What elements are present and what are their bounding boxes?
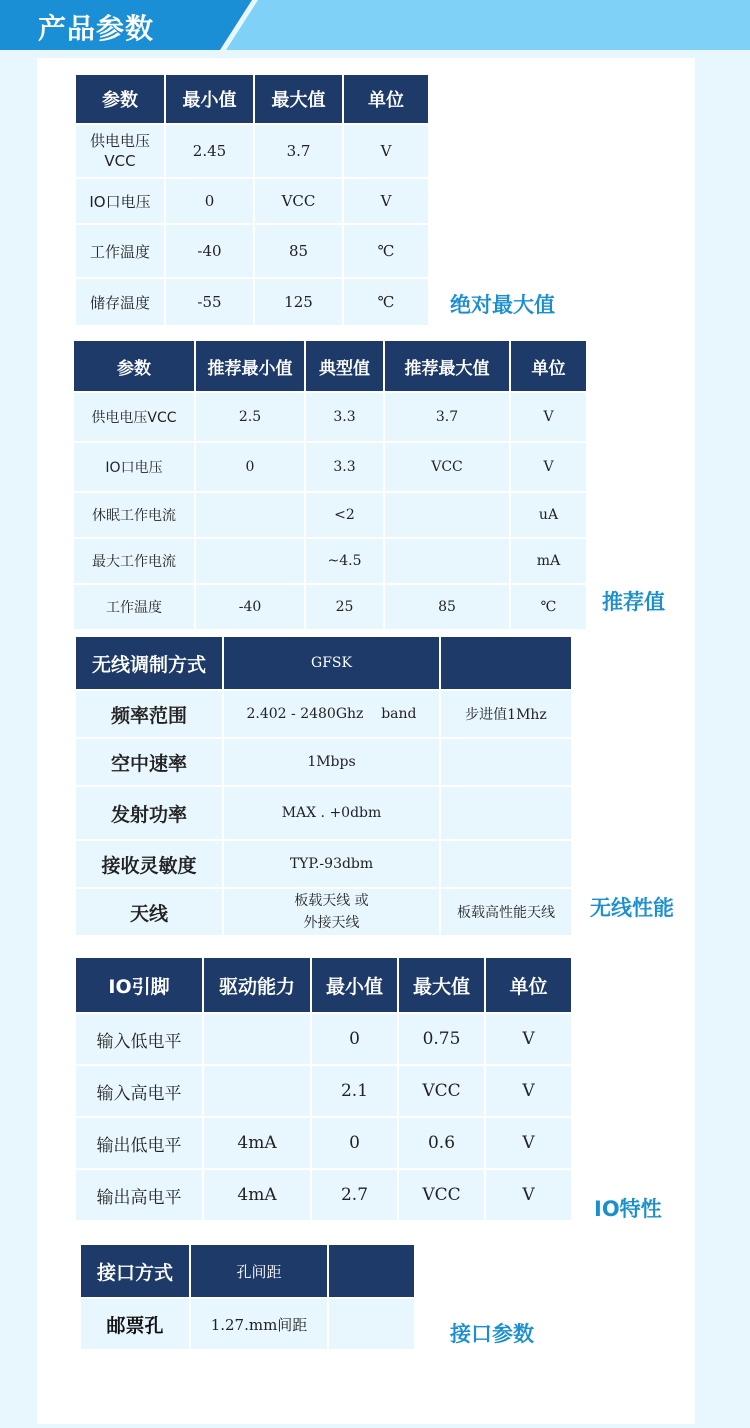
table-cell: 步进值1Mhz <box>440 690 572 738</box>
row-label: IO口电压 <box>73 442 195 492</box>
row-label: 休眠工作电流 <box>73 492 195 538</box>
column-header: 推荐最大值 <box>384 340 510 392</box>
table-row <box>75 1065 572 1117</box>
recommended-label: 推荐值 <box>602 590 665 614</box>
table-header-row <box>75 74 429 124</box>
table-cell: uA <box>510 492 587 538</box>
table-cell: -55 <box>165 278 254 326</box>
row-label: 频率范围 <box>75 690 223 738</box>
table-row <box>75 178 429 224</box>
table-cell: 0 <box>195 442 305 492</box>
column-header: 最大值 <box>254 74 343 124</box>
column-header: 单位 <box>343 74 429 124</box>
column-header: IO引脚 <box>75 957 203 1013</box>
table-cell: 4mA <box>203 1117 311 1169</box>
column-header <box>328 1244 415 1298</box>
page-title: 产品参数 <box>38 12 155 45</box>
table-cell: 2.5 <box>195 392 305 442</box>
table-cell: ℃ <box>510 584 587 630</box>
table-cell: 0 <box>311 1117 398 1169</box>
table-cell: -40 <box>195 584 305 630</box>
table-cell: 2.1 <box>311 1065 398 1117</box>
table-cell: MAX . +0dbm <box>223 786 440 840</box>
column-header: 无线调制方式 <box>75 636 223 690</box>
row-label: 供电电压 VCC <box>75 124 165 178</box>
table-cell: V <box>485 1065 572 1117</box>
column-header: 驱动能力 <box>203 957 311 1013</box>
table-row <box>73 538 587 584</box>
row-label: 输出高电平 <box>75 1169 203 1221</box>
table-cell: 1.27.mm间距 <box>190 1298 328 1350</box>
column-header: GFSK <box>223 636 440 690</box>
table-row <box>75 1117 572 1169</box>
table-cell: 3.3 <box>305 442 384 492</box>
table-cell <box>203 1065 311 1117</box>
row-label: 工作温度 <box>73 584 195 630</box>
row-label: IO口电压 <box>75 178 165 224</box>
column-header: 最大值 <box>398 957 485 1013</box>
table-cell: 0.75 <box>398 1013 485 1065</box>
io-label: IO特性 <box>594 1197 662 1221</box>
table-cell: V <box>510 442 587 492</box>
table-row <box>75 1013 572 1065</box>
column-header: 典型值 <box>305 340 384 392</box>
row-label: 空中速率 <box>75 738 223 786</box>
table-cell: 板载高性能天线 <box>440 888 572 936</box>
interface-label: 接口参数 <box>450 1322 534 1346</box>
table-cell: 85 <box>254 224 343 278</box>
table-row <box>80 1298 415 1350</box>
column-header: 单位 <box>510 340 587 392</box>
io-table <box>74 956 573 1222</box>
table-cell <box>195 538 305 584</box>
table-header-row <box>75 957 572 1013</box>
table-cell <box>440 738 572 786</box>
table-cell: mA <box>510 538 587 584</box>
column-header: 孔间距 <box>190 1244 328 1298</box>
row-label: 天线 <box>75 888 223 936</box>
table-cell: 板载天线 或 外接天线 <box>223 888 440 936</box>
table-cell: ℃ <box>343 278 429 326</box>
table-header-row <box>73 340 587 392</box>
table-row <box>73 492 587 538</box>
table-cell: ~4.5 <box>305 538 384 584</box>
table-cell: 125 <box>254 278 343 326</box>
column-header <box>440 636 572 690</box>
table-row <box>75 224 429 278</box>
table-row <box>75 738 572 786</box>
table-row <box>73 392 587 442</box>
table-cell: 85 <box>384 584 510 630</box>
table-cell: VCC <box>398 1065 485 1117</box>
row-label: 最大工作电流 <box>73 538 195 584</box>
table-cell: ℃ <box>343 224 429 278</box>
table-cell: 0 <box>311 1013 398 1065</box>
wireless-label: 无线性能 <box>590 896 674 920</box>
table-header-row <box>80 1244 415 1298</box>
abs-max-table <box>74 73 430 327</box>
row-label: 输入高电平 <box>75 1065 203 1117</box>
table-cell: VCC <box>254 178 343 224</box>
table-cell: 2.402 - 2480Ghz band <box>223 690 440 738</box>
table-cell: 1Mbps <box>223 738 440 786</box>
table-cell: 2.45 <box>165 124 254 178</box>
table-cell <box>440 840 572 888</box>
column-header: 最小值 <box>165 74 254 124</box>
table-cell <box>440 786 572 840</box>
table-row <box>75 278 429 326</box>
table-cell: 2.7 <box>311 1169 398 1221</box>
table-cell: VCC <box>398 1169 485 1221</box>
table-row <box>75 786 572 840</box>
table-row <box>75 840 572 888</box>
table-cell: V <box>343 124 429 178</box>
table-cell <box>328 1298 415 1350</box>
table-cell: 25 <box>305 584 384 630</box>
table-cell: TYP.-93dbm <box>223 840 440 888</box>
table-row <box>75 888 572 936</box>
row-label: 输入低电平 <box>75 1013 203 1065</box>
table-cell: V <box>485 1013 572 1065</box>
table-header-row <box>75 636 572 690</box>
table-row <box>73 584 587 630</box>
table-cell: <2 <box>305 492 384 538</box>
table-cell: 0 <box>165 178 254 224</box>
row-label: 输出低电平 <box>75 1117 203 1169</box>
table-row <box>73 442 587 492</box>
row-label: 接收灵敏度 <box>75 840 223 888</box>
interface-table <box>79 1243 416 1351</box>
table-cell: V <box>343 178 429 224</box>
row-label: 供电电压VCC <box>73 392 195 442</box>
abs-max-label: 绝对最大值 <box>450 293 555 317</box>
column-header: 推荐最小值 <box>195 340 305 392</box>
table-cell: 0.6 <box>398 1117 485 1169</box>
row-label: 发射功率 <box>75 786 223 840</box>
table-cell <box>195 492 305 538</box>
column-header: 接口方式 <box>80 1244 190 1298</box>
table-cell <box>203 1013 311 1065</box>
column-header: 最小值 <box>311 957 398 1013</box>
row-label: 储存温度 <box>75 278 165 326</box>
table-cell <box>384 492 510 538</box>
column-header: 参数 <box>73 340 195 392</box>
column-header: 单位 <box>485 957 572 1013</box>
table-cell: V <box>485 1169 572 1221</box>
table-cell: 3.3 <box>305 392 384 442</box>
table-row <box>75 124 429 178</box>
row-label: 邮票孔 <box>80 1298 190 1350</box>
wireless-table <box>74 635 573 937</box>
table-cell: -40 <box>165 224 254 278</box>
table-cell: VCC <box>384 442 510 492</box>
table-row <box>75 1169 572 1221</box>
table-cell: 3.7 <box>384 392 510 442</box>
table-cell <box>384 538 510 584</box>
table-cell: V <box>510 392 587 442</box>
table-row <box>75 690 572 738</box>
recommended-table <box>72 339 588 631</box>
table-cell: 3.7 <box>254 124 343 178</box>
table-cell: V <box>485 1117 572 1169</box>
table-cell: 4mA <box>203 1169 311 1221</box>
row-label: 工作温度 <box>75 224 165 278</box>
column-header: 参数 <box>75 74 165 124</box>
